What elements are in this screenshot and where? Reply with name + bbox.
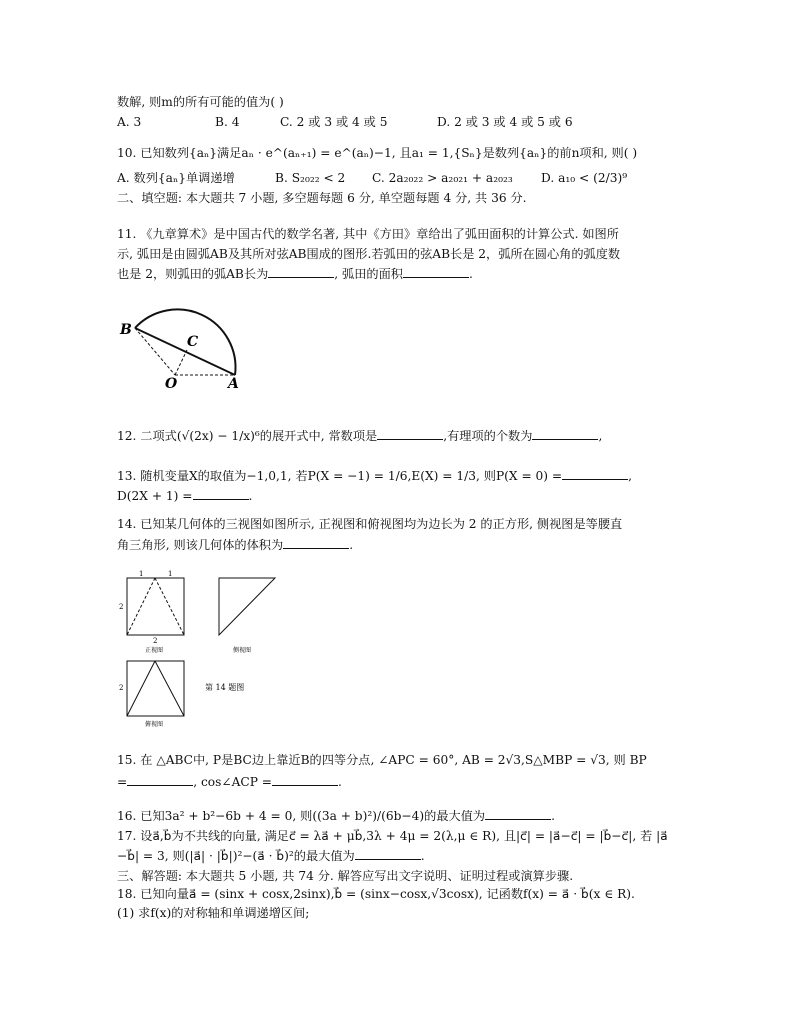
q12-text-c: ,	[598, 429, 603, 443]
arc-ab	[135, 309, 235, 375]
q14-line1: 14. 已知某几何体的三视图如图所示, 正视图和俯视图均为边长为 2 的正方形, 侧视图是等腰直	[117, 517, 623, 531]
q9-option-c: C. 2 或 3 或 4 或 5	[280, 115, 388, 129]
dim-two-bottom: 2	[153, 637, 158, 645]
q15-line1: 15. 在 △ABC中, P是BC边上靠近B的四等分点, ∠APC = 60°, AB = 2√3,S△MBP = √3, 则 BP	[117, 753, 647, 767]
q9-option-a: A. 3	[117, 115, 142, 129]
dim-one-a: 1	[139, 570, 144, 578]
q15-text-a: =	[117, 775, 128, 789]
q14-text-b: .	[349, 538, 354, 552]
dim-one-b: 1	[168, 570, 173, 578]
q10-option-d: D. a₁₀ < (2/3)⁹	[541, 171, 628, 185]
q14-blank-volume[interactable]	[283, 537, 349, 549]
q11-line2: 示, 弧田是由圆弧AB及其所对弦AB围成的图形.若弧田的弦AB长是 2，弧所在圆心角的弧度数	[117, 247, 621, 261]
side-view-triangle	[219, 578, 275, 635]
q13-line2	[117, 488, 252, 504]
q15-text-c: .	[338, 775, 342, 789]
q11-line1: 11. 《九章算术》是中国古代的数学名著, 其中《方田》章给出了弧田面积的计算公式. 如图所	[117, 227, 619, 241]
q11-text-a: 也是 2，则弧田的弧AB长为	[117, 267, 269, 281]
q16-line	[117, 808, 555, 824]
q12-text-b: ,有理项的个数为	[443, 429, 533, 443]
q17-text-b: .	[420, 849, 425, 863]
q12-blank-constant[interactable]	[377, 428, 443, 440]
label-b: B	[120, 322, 132, 338]
side-view-label: 侧视图	[233, 647, 252, 654]
q13-blank-variance[interactable]	[193, 488, 249, 500]
q16-blank-max[interactable]	[485, 808, 551, 820]
q9-tail: 数解, 则m的所有可能的值为( )	[117, 95, 284, 109]
dim-two-top-view: 2	[119, 684, 124, 692]
q13-text-b: ,	[628, 469, 633, 483]
q11-text-b: , 弧田的面积	[334, 267, 403, 281]
q10-option-a: A. 数列{aₙ}单调递增	[117, 171, 235, 185]
q10-option-c: C. 2a₂₀₂₂ > a₂₀₂₁ + a₂₀₂₃	[372, 171, 513, 185]
q14-text-a: 角三角形, 则该几何体的体积为	[117, 538, 284, 552]
q16-text-a: 16. 已知3a² + b²−6b + 4 = 0, 则((3a + b)²)/(6b−4)的最大值为	[117, 809, 486, 823]
q13-line1	[117, 468, 632, 484]
top-view-square	[127, 661, 184, 716]
dim-two-left: 2	[119, 603, 124, 611]
top-view-label: 俯视图	[145, 721, 164, 728]
front-view-square	[127, 578, 184, 635]
figure-caption: 第 14 题图	[205, 683, 245, 692]
radius-ob	[135, 328, 175, 375]
q12-line	[117, 428, 602, 444]
segment-oc	[175, 350, 187, 375]
q11-arc-figure	[115, 300, 245, 390]
q11-blank-area[interactable]	[403, 266, 469, 278]
q13-text-a: 13. 随机变量X的取值为−1,0,1, 若P(X = −1) = 1/6,E(X) = 1/3, 则P(X = 0) =	[117, 469, 563, 483]
q11-line3	[117, 266, 473, 282]
q17-blank-max[interactable]	[355, 848, 421, 860]
q12-blank-rational-count[interactable]	[532, 428, 598, 440]
front-view-dash-left	[127, 578, 155, 635]
q15-text-b: , cos∠ACP =	[193, 775, 273, 789]
q15-blank-cos[interactable]	[272, 774, 338, 786]
chord-ab	[135, 328, 235, 375]
q11-blank-arc-length[interactable]	[268, 266, 334, 278]
section-solution-title: 三、解答题: 本大题共 5 小题, 共 74 分. 解答应写出文字说明、证明过程或演算步骤.	[117, 869, 574, 883]
label-c: C	[187, 334, 199, 350]
q9-option-d: D. 2 或 3 或 4 或 5 或 6	[437, 115, 573, 129]
label-a: A	[228, 376, 239, 390]
q13-text-c: D(2X + 1) =	[117, 489, 193, 503]
q14-line2	[117, 537, 353, 553]
top-view-line-left	[127, 661, 155, 716]
q18-line1: 18. 已知向量a⃗ = (sinx + cosx,2sinx),b⃗ = (sinx−cosx,√3cosx), 记函数f(x) = a⃗ · b⃗(x ∈ R).	[117, 887, 635, 901]
q13-blank-p0[interactable]	[562, 468, 628, 480]
label-o: O	[165, 376, 178, 390]
q17-line1: 17. 设a⃗,b⃗为不共线的向量, 满足c⃗ = λa⃗ + μb⃗,3λ + 4μ = 2(λ,μ ∈ R), 且|c⃗| = |a⃗−c⃗| = |b⃗−c⃗|, 若 |a⃗	[117, 829, 668, 843]
top-view-line-right	[155, 661, 184, 716]
front-view-dash-right	[155, 578, 184, 635]
q14-three-views-figure	[115, 568, 295, 730]
q11-text-c: .	[468, 267, 473, 281]
q15-line2	[117, 774, 342, 790]
q17-text-a: −b⃗| = 3, 则(|a⃗| · |b⃗|)²−(a⃗ · b⃗)²的最大值为	[117, 849, 355, 863]
q12-text-a: 12. 二项式(√(2x) − 1/x)⁶的展开式中, 常数项是	[117, 429, 378, 443]
q13-text-d: .	[248, 489, 253, 503]
q10-option-b: B. S₂₀₂₂ < 2	[275, 171, 346, 185]
q10-stem: 10. 已知数列{aₙ}满足aₙ · e^(aₙ₊₁) = e^(aₙ)−1, 且a₁ = 1,{Sₙ}是数列{aₙ}的前n项和, 则( )	[117, 146, 638, 160]
q9-option-b: B. 4	[215, 115, 240, 129]
q18-line2: (1) 求f(x)的对称轴和单调递增区间;	[117, 906, 310, 920]
section-fill-in-title: 二、填空题: 本大题共 7 小题, 多空题每题 6 分, 单空题每题 4 分, 共 36 分.	[117, 191, 527, 205]
front-view-label: 正视图	[145, 647, 164, 654]
q15-blank-bp[interactable]	[127, 774, 193, 786]
q17-line2	[117, 848, 425, 864]
q16-text-b: .	[551, 809, 555, 823]
